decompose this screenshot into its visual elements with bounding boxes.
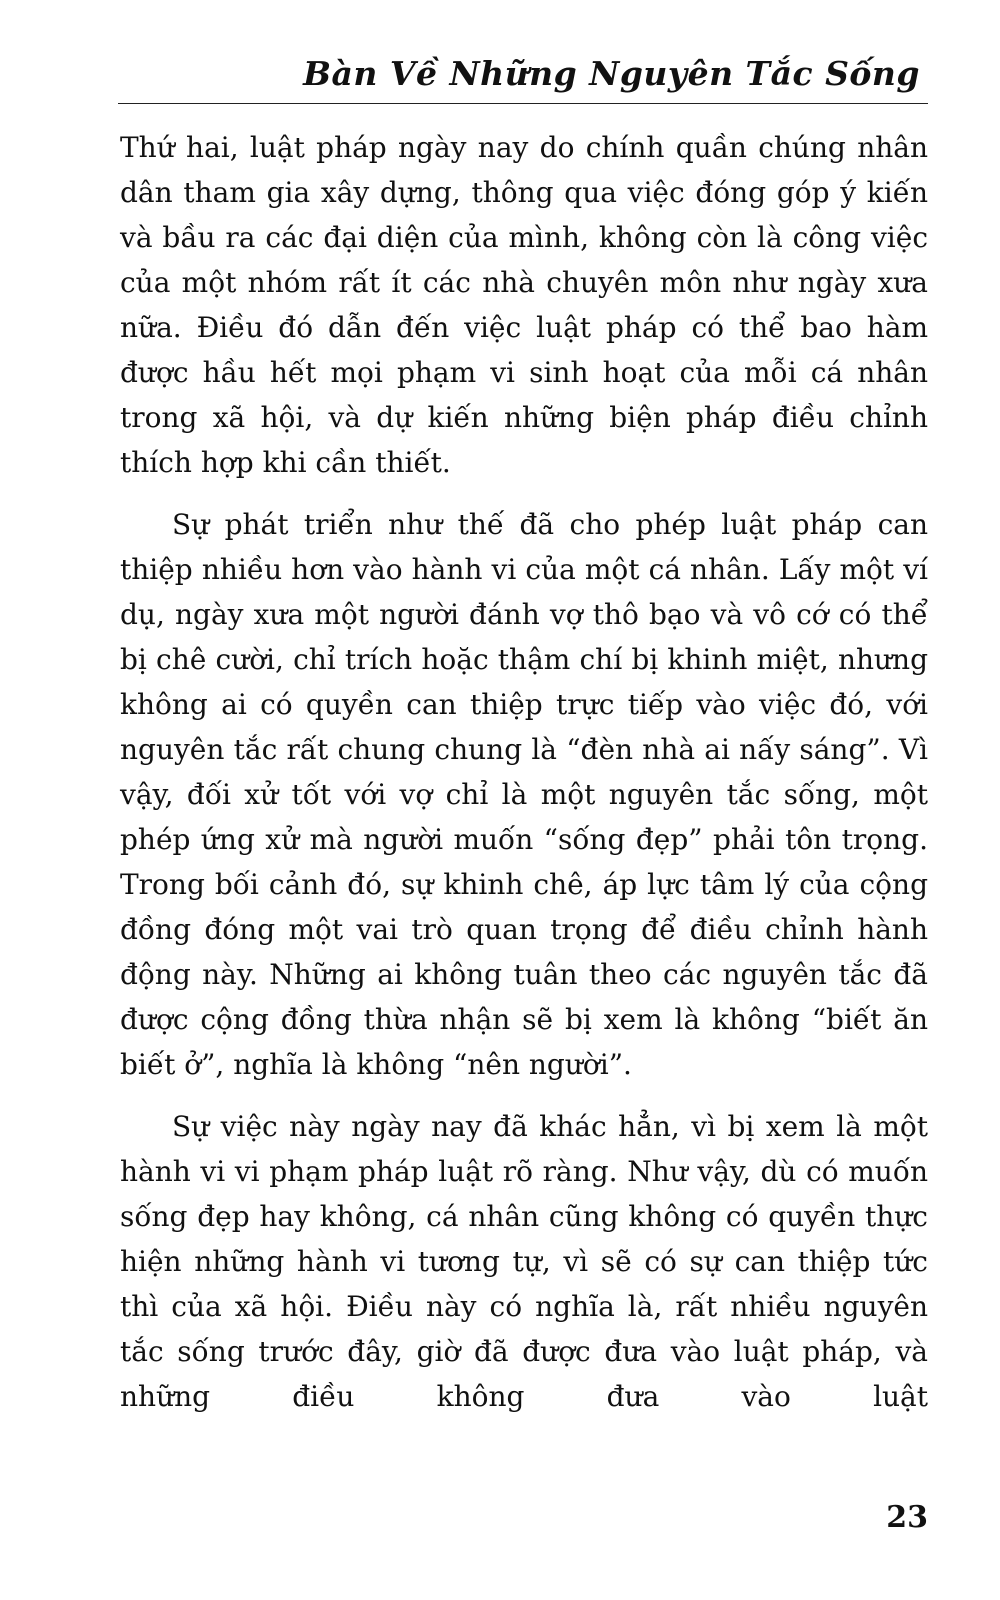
- paragraph-3: Sự việc này ngày nay đã khác hẳn, vì bị xem là một hành vi vi phạm pháp luật rõ ràng. Như vậy, dù có muốn sống đẹp hay không, cá nhân cũng không có quyền thực hiện những hành vi tương tự, vì sẽ có sự can thiệp tức thì của xã hội. Điều này có nghĩa là, rất nhiều nguyên tắc sống trước đây, giờ đã được đưa vào luật pháp, và những điều không đưa vào luật: [120, 1110, 928, 1413]
- paragraph-1: Thứ hai, luật pháp ngày nay do chính quần chúng nhân dân tham gia xây dựng, thông qua việc đóng góp ý kiến và bầu ra các đại diện của mình, không còn là công việc của một nhóm rất ít các nhà chuyên môn như ngày xưa nữa. Điều đó dẫn đến việc luật pháp có thể bao hàm được hầu hết mọi phạm vi sinh hoạt của mỗi cá nhân trong xã hội, và dự kiến những biện pháp điều chỉnh thích hợp khi cần thiết.: [120, 131, 928, 479]
- body-text: [120, 125, 928, 1419]
- running-header-title: Bàn Về Những Nguyên Tắc Sống: [303, 54, 920, 93]
- page-number: 23: [886, 1500, 928, 1535]
- running-header: [118, 52, 928, 104]
- paragraph-2: Sự phát triển như thế đã cho phép luật pháp can thiệp nhiều hơn vào hành vi của một cá nhân. Lấy một ví dụ, ngày xưa một người đánh vợ thô bạo và vô cớ có thể bị chê cười, chỉ trích hoặc thậm chí bị khinh miệt, nhưng không ai có quyền can thiệp trực tiếp vào việc đó, với nguyên tắc rất chung chung là “đèn nhà ai nấy sáng”. Vì vậy, đối xử tốt với vợ chỉ là một nguyên tắc sống, một phép ứng xử mà người muốn “sống đẹp” phải tôn trọng. Trong bối cảnh đó, sự khinh chê, áp lực tâm lý của cộng đồng đóng một vai trò quan trọng để điều chỉnh hành động này. Những ai không tuân theo các nguyên tắc đã được cộng đồng thừa nhận sẽ bị xem là không “biết ăn biết ở”, nghĩa là không “nên người”.: [120, 508, 928, 1081]
